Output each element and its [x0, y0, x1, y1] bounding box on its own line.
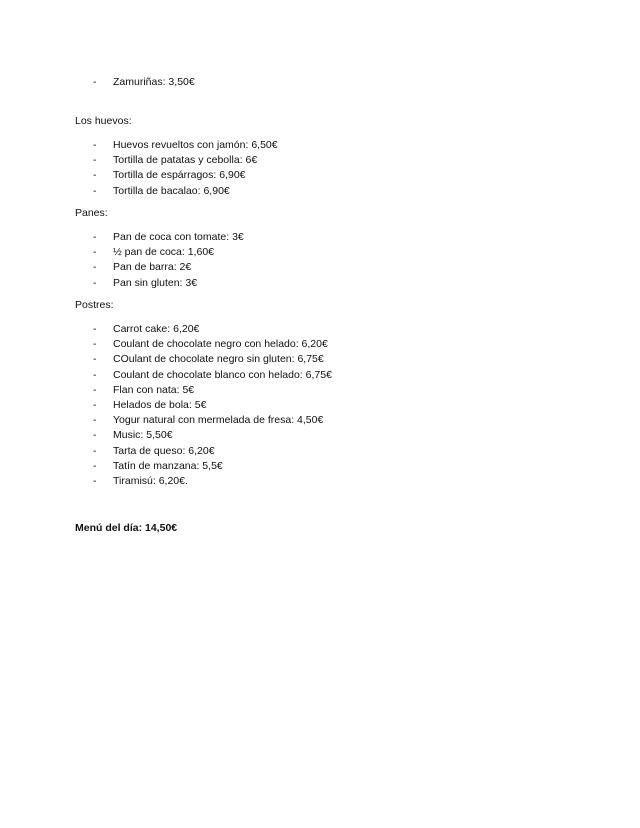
- menu-item-text: Tarta de queso: 6,20€: [113, 444, 215, 457]
- list-bullet: -: [93, 474, 97, 487]
- menu-item-text: ½ pan de coca: 1,60€: [113, 246, 214, 259]
- menu-item-text: Pan sin gluten: 3€: [113, 276, 198, 289]
- list-bullet: -: [93, 444, 97, 457]
- list-bullet: -: [93, 154, 97, 167]
- list-bullet: -: [93, 383, 97, 396]
- list-bullet: -: [93, 414, 97, 427]
- list-bullet: -: [93, 76, 97, 88]
- menu-item-text: Music: 5,50€: [113, 429, 173, 442]
- list-bullet: -: [93, 459, 97, 472]
- list-bullet: -: [93, 169, 97, 182]
- list-bullet: -: [93, 276, 97, 289]
- list-bullet: -: [93, 338, 97, 351]
- list-bullet: -: [93, 261, 97, 274]
- list-bullet: -: [93, 184, 97, 197]
- list-bullet: -: [93, 231, 97, 243]
- section-heading-panes: Panes:: [75, 207, 108, 219]
- menu-item-text: Carrot cake: 6,20€: [113, 323, 200, 335]
- menu-item-text: Tortilla de espárragos: 6,90€: [113, 169, 246, 182]
- list-bullet: -: [93, 246, 97, 259]
- menu-del-dia-price: Menú del día: 14,50€: [75, 522, 178, 534]
- list-bullet: -: [93, 368, 97, 381]
- menu-item-text: Tortilla de patatas y cebolla: 6€: [113, 154, 258, 167]
- menu-item-text: Tatín de manzana: 5,5€: [113, 459, 223, 472]
- section-heading-huevos: Los huevos:: [75, 115, 132, 127]
- menu-item-text: Tortilla de bacalao: 6,90€: [113, 184, 230, 197]
- menu-item-text: Huevos revueltos con jamón: 6,50€: [113, 139, 278, 151]
- menu-item-text: Pan de barra: 2€: [113, 261, 192, 274]
- menu-item-text: Helados de bola: 5€: [113, 398, 207, 411]
- menu-item-text: Pan de coca con tomate: 3€: [113, 231, 244, 243]
- menu-item-text: Coulant de chocolate blanco con helado: 6,75€: [113, 368, 332, 381]
- menu-item-text: Coulant de chocolate negro con helado: 6,20€: [113, 338, 328, 351]
- menu-item-text: Flan con nata: 5€: [113, 383, 195, 396]
- menu-item-text: Tiramisú: 6,20€.: [113, 474, 188, 487]
- list-bullet: -: [93, 139, 97, 151]
- menu-item-text: COulant de chocolate negro sin gluten: 6,75€: [113, 353, 324, 366]
- list-bullet: -: [93, 429, 97, 442]
- list-bullet: -: [93, 398, 97, 411]
- menu-item-text: Zamuriñas: 3,50€: [113, 76, 195, 88]
- list-bullet: -: [93, 323, 97, 335]
- list-bullet: -: [93, 353, 97, 366]
- menu-item-text: Yogur natural con mermelada de fresa: 4,50€: [113, 414, 324, 427]
- section-heading-postres: Postres:: [75, 299, 114, 311]
